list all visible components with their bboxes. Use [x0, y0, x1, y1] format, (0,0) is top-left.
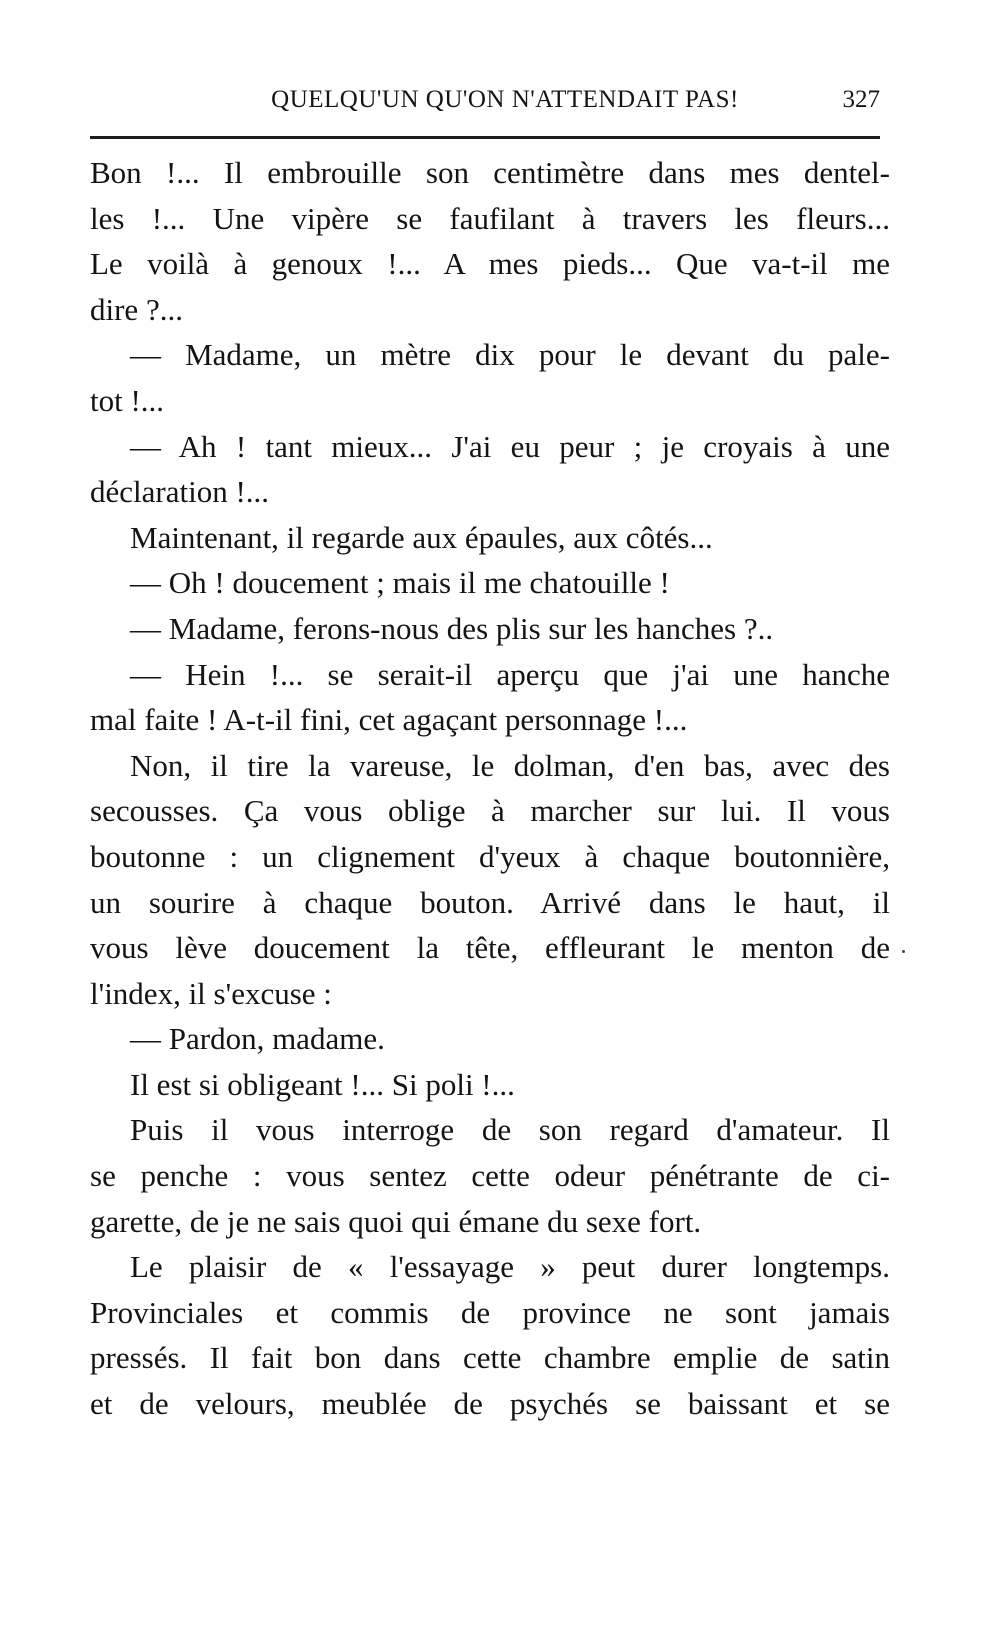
text-line: un sourire à chaque bouton. Arrivé dans le haut, il [90, 884, 890, 920]
text-line: les !... Une vipère se faufilant à travers les fleurs... [90, 200, 890, 236]
text-line: Bon !... Il embrouille son centimètre dans mes dentel- [90, 155, 890, 190]
text-line: et de velours, meublée de psychés se baissant et se [90, 1386, 890, 1422]
text-line: mal faite ! A-t-il fini, cet agaçant personnage !... [90, 702, 688, 738]
text-line: Provinciales et commis de province ne sont jamais [90, 1294, 890, 1330]
running-title: QUELQU'UN QU'ON N'ATTENDAIT PAS! [271, 86, 739, 113]
text-line: Puis il vous interroge de son regard d'amateur. Il [130, 1112, 890, 1148]
page-number: 327 [842, 86, 880, 113]
text-line: Le plaisir de « l'essayage » peut durer longtemps. [130, 1249, 890, 1285]
text-line: pressés. Il fait bon dans cette chambre emplie de satin [90, 1340, 890, 1376]
text-line: boutonne : un clignement d'yeux à chaque boutonnière, [90, 838, 890, 874]
text-line: vous lève doucement la tête, effleurant le menton de [90, 930, 890, 966]
text-line: — Hein !... se serait-il aperçu que j'ai une hanche [130, 656, 890, 692]
body-text [90, 150, 890, 1427]
text-line: secousses. Ça vous oblige à marcher sur lui. Il vous [90, 793, 890, 829]
text-line: Le voilà à genoux !... A mes pieds... Que va-t-il me [90, 246, 890, 282]
text-line: — Madame, un mètre dix pour le devant du pale- [130, 337, 890, 373]
header-rule [90, 136, 880, 139]
text-line: — Pardon, madame. [130, 1021, 385, 1057]
text-line: déclaration !... [90, 474, 270, 510]
print-speck [902, 950, 905, 953]
text-line: Il est si obligeant !... Si poli !... [130, 1066, 515, 1102]
text-line: — Madame, ferons-nous des plis sur les hanches ?.. [130, 610, 774, 646]
running-head [90, 86, 880, 126]
text-line: — Ah ! tant mieux... J'ai eu peur ; je croyais à une [130, 428, 890, 464]
text-line: Maintenant, il regarde aux épaules, aux côtés... [130, 519, 713, 555]
text-line: Non, il tire la vareuse, le dolman, d'en bas, avec des [130, 747, 890, 783]
text-line: tot !... [90, 382, 165, 418]
text-line: dire ?... [90, 291, 183, 327]
text-line: l'index, il s'excuse : [90, 975, 332, 1011]
text-line: se penche : vous sentez cette odeur pénétrante de ci- [90, 1158, 890, 1194]
text-line: — Oh ! doucement ; mais il me chatouille ! [130, 565, 670, 601]
text-line: garette, de je ne sais quoi qui émane du sexe fort. [90, 1203, 702, 1239]
